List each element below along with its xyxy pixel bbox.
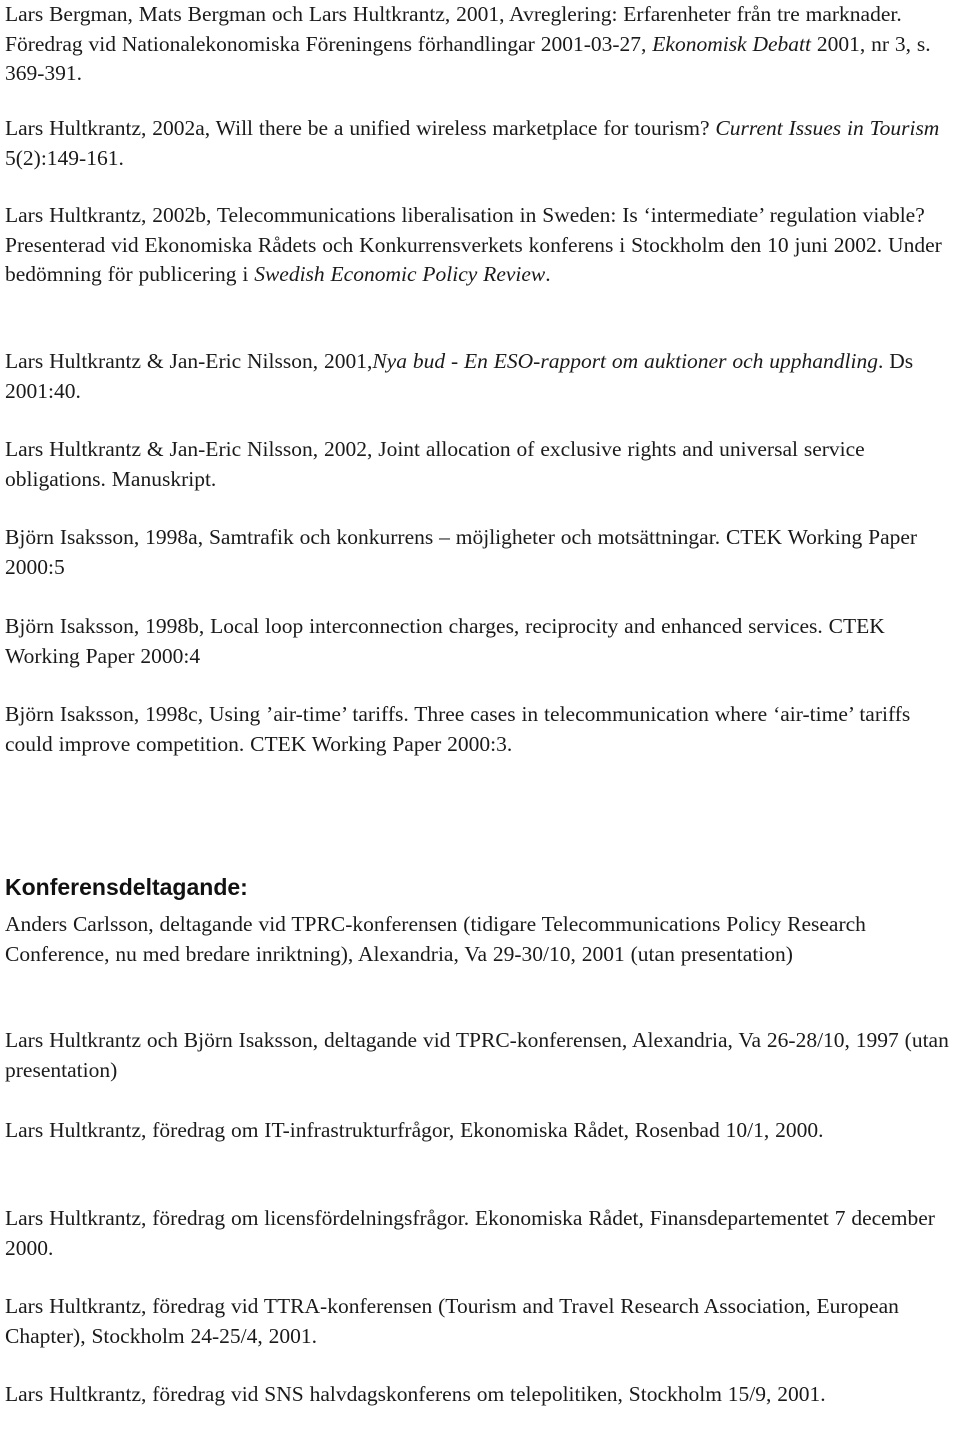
conference-entry: Lars Hultkrantz, föredrag vid TTRA-konferensen (Tourism and Travel Research Association, European Chapter), Stockholm 24-25/4, 2001. bbox=[5, 1294, 899, 1348]
conference-entry: Lars Hultkrantz, föredrag om licensfördelningsfrågor. Ekonomiska Rådet, Finansdepartementet 7 december 2000. bbox=[5, 1206, 935, 1260]
reference-entry: Lars Hultkrantz, 2002a, Will there be a unified wireless marketplace for tourism? Current Issues in Tourism 5(2):149-161. bbox=[5, 116, 940, 170]
section-heading-conferences: Konferensdeltagande: bbox=[5, 874, 248, 900]
reference-entry: Björn Isaksson, 1998a, Samtrafik och konkurrens – möjligheter och motsättningar. CTEK Working Paper 2000:5 bbox=[5, 525, 918, 579]
conference-entry: Lars Hultkrantz och Björn Isaksson, deltagande vid TPRC-konferensen, Alexandria, Va 26-28/10, 1997 (utan presentation) bbox=[5, 1028, 949, 1082]
conference-entry: Anders Carlsson, deltagande vid TPRC-konferensen (tidigare Telecommunications Policy Research Conference, nu med bredare inriktning), Alexandria, Va 29-30/10, 2001 (utan presentation) bbox=[5, 912, 866, 966]
reference-entry: Björn Isaksson, 1998b, Local loop interconnection charges, reciprocity and enhanced services. CTEK Working Paper 2000:4 bbox=[5, 614, 885, 668]
reference-entry: Lars Bergman, Mats Bergman och Lars Hultkrantz, 2001, Avreglering: Erfarenheter från tre marknader. Föredrag vid Nationalekonomiska Föreningens förhandlingar 2001-03-27, Ekonomisk Debatt 2001, nr 3, s. 369-391. bbox=[5, 2, 931, 85]
reference-entry: Lars Hultkrantz & Jan-Eric Nilsson, 2002, Joint allocation of exclusive rights and universal service obligations. Manuskript. bbox=[5, 437, 865, 491]
reference-entry: Lars Hultkrantz & Jan-Eric Nilsson, 2001,Nya bud - En ESO-rapport om auktioner och upphandling. Ds 2001:40. bbox=[5, 349, 914, 403]
conference-entry: Lars Hultkrantz, föredrag vid SNS halvdagskonferens om telepolitiken, Stockholm 15/9, 2001. bbox=[5, 1382, 826, 1406]
reference-entry: Lars Hultkrantz, 2002b, Telecommunications liberalisation in Sweden: Is ‘intermediate’ regulation viable? Presenterad vid Ekonomiska Rådets och Konkurrensverkets konferens i Stockholm den 10 juni 2002. Under bedömning för publicering i Swedish Economic Policy Review. bbox=[5, 203, 942, 286]
reference-entry: Björn Isaksson, 1998c, Using ’air-time’ tariffs. Three cases in telecommunication where ‘air-time’ tariffs could improve competition. CTEK Working Paper 2000:3. bbox=[5, 702, 911, 756]
conference-entry: Lars Hultkrantz, föredrag om IT-infrastrukturfrågor, Ekonomiska Rådet, Rosenbad 10/1, 2000. bbox=[5, 1118, 824, 1142]
